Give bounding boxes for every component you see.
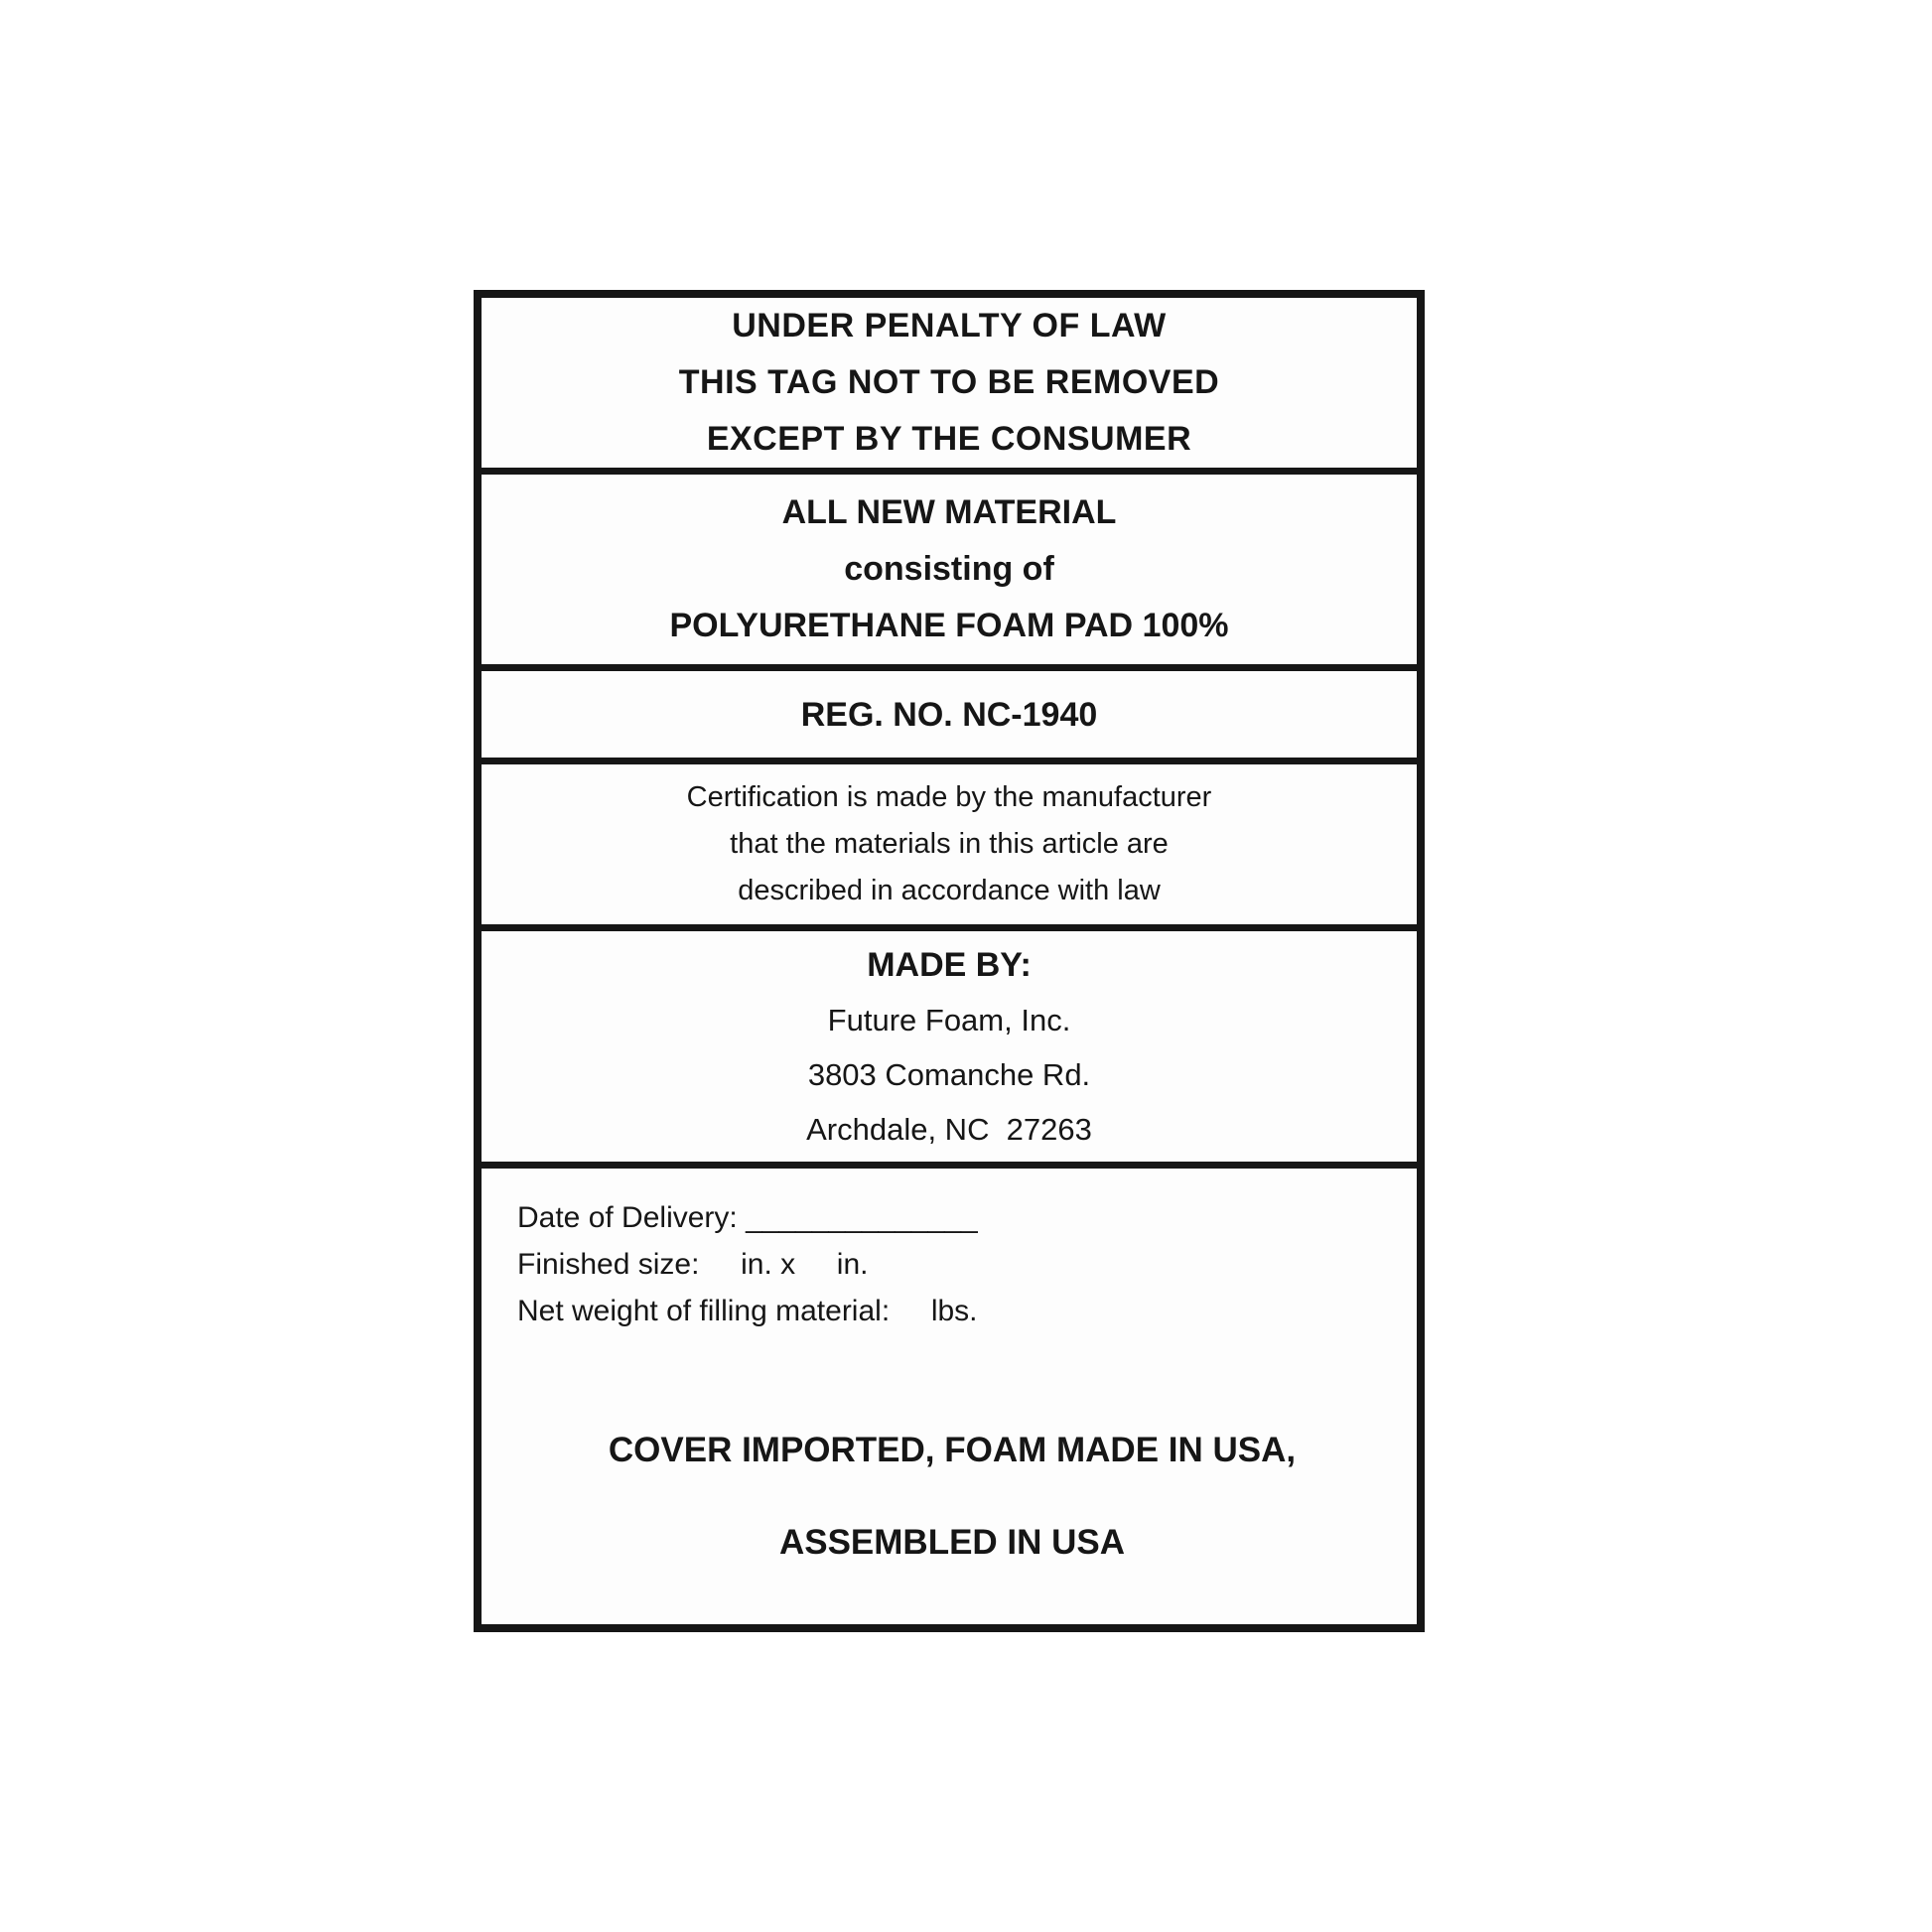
origin-statement — [517, 1386, 1387, 1606]
finished-size-field: Finished size: in. x in. — [517, 1247, 869, 1281]
certification-line-3: described in accordance with law — [738, 875, 1161, 907]
penalty-line-3: EXCEPT BY THE CONSUMER — [706, 420, 1192, 458]
law-label-tag — [474, 290, 1425, 1632]
origin-line-1: COVER IMPORTED, FOAM MADE IN USA, — [608, 1430, 1297, 1469]
material-line-1: ALL NEW MATERIAL — [781, 493, 1117, 532]
manufacturer-section — [482, 931, 1417, 1169]
origin-line-2: ASSEMBLED IN USA — [778, 1522, 1126, 1562]
registration-number-section — [482, 671, 1417, 764]
penalty-warning-section — [482, 298, 1417, 475]
material-declaration-section — [482, 475, 1417, 671]
penalty-line-1: UNDER PENALTY OF LAW — [732, 307, 1167, 345]
net-weight-field: Net weight of filling material: lbs. — [517, 1294, 978, 1327]
made-by-heading: MADE BY: — [867, 945, 1032, 984]
certification-line-2: that the materials in this article are — [730, 828, 1169, 861]
details-and-origin-section — [482, 1169, 1417, 1624]
manufacturer-name: Future Foam, Inc. — [827, 1002, 1071, 1037]
certification-line-1: Certification is made by the manufacturer — [686, 781, 1212, 814]
manufacturer-city-state-zip: Archdale, NC 27263 — [806, 1111, 1092, 1147]
certification-section — [482, 764, 1417, 931]
manufacturer-street: 3803 Comanche Rd. — [807, 1056, 1091, 1092]
material-line-3: POLYURETHANE FOAM PAD 100% — [669, 607, 1229, 645]
material-line-2: consisting of — [844, 550, 1054, 589]
date-of-delivery-field: Date of Delivery: ______________ — [517, 1200, 978, 1234]
penalty-line-2: THIS TAG NOT TO BE REMOVED — [678, 363, 1220, 401]
registration-number: REG. NO. NC-1940 — [800, 695, 1098, 734]
